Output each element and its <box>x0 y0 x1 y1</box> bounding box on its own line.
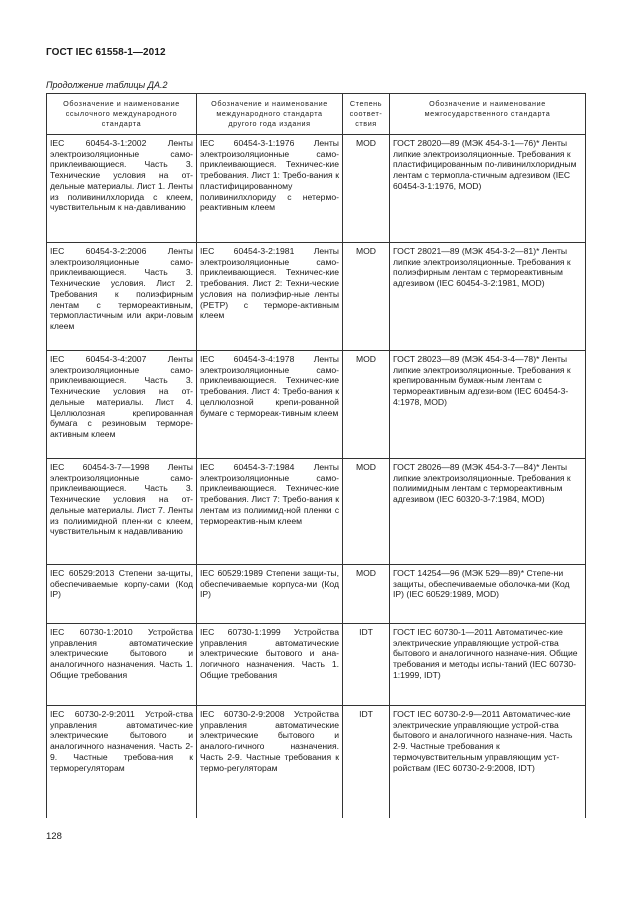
table-header-row <box>47 94 586 135</box>
cell-interstate-standard: ГОСТ 14254—96 (МЭК 529—89)* Степе-ни защиты, обеспечиваемые оболочка-ми (Код IP) (IEC 60529:1989, MOD) <box>390 565 586 624</box>
cell-other-year-standard: IEC 60529:1989 Степени защи-ты, обеспечиваемые корпуса-ми (Код IP) <box>197 565 343 624</box>
table-row <box>47 243 586 351</box>
cell-compliance-degree: IDT <box>343 624 390 706</box>
table-row <box>47 351 586 459</box>
table-row <box>47 565 586 624</box>
cell-other-year-standard: IEC 60730-2-9:2008 Устройства управления автоматические электрические бытового и аналого-гичного назначения. Часть 2-9. Частные требования к термо-регуляторам <box>197 706 343 818</box>
document-header: ГОСТ IEC 61558-1—2012 <box>46 47 166 58</box>
cell-compliance-degree: MOD <box>343 459 390 565</box>
table-row <box>47 706 586 818</box>
page-number: 128 <box>46 831 62 842</box>
table-row <box>47 624 586 706</box>
cell-international-standard: IEC 60730-2-9:2011 Устрой-ства управления автоматичес-кие электрические бытового и аналогичного назначения. Часть 2-9. Частные требова-ния к терморегуляторам <box>47 706 197 818</box>
cell-compliance-degree: IDT <box>343 706 390 818</box>
cell-other-year-standard: IEC 60454-3-7:1984 Ленты электроизоляционные само-приклеивающиеся. Техничес-кие требования. Лист 7: Требо-вания к лентам из полиимид-ной пленки с термореактив-ным клеем <box>197 459 343 565</box>
column-header-other-year-standard: Обозначение и наименование международного стандарта другого года издания <box>197 94 343 135</box>
cell-interstate-standard: ГОСТ 28021—89 (МЭК 454-3-2—81)* Ленты липкие электроизоляционные. Требования к полиэфирным лентам с термореактивным адгезивом (IEC 60454-3-2:1981, MOD) <box>390 243 586 351</box>
table-caption: Продолжение таблицы ДА.2 <box>46 80 168 90</box>
cell-interstate-standard: ГОСТ 28020—89 (МЭК 454-3-1—76)* Ленты липкие электроизоляционные. Требования к пластифицированным по-ливинилхлоридным лентам с термопла-стичным адгезивом (IEC 60454-3-1:1976, MOD) <box>390 135 586 243</box>
table-row <box>47 135 586 243</box>
column-header-compliance-degree: Степень соответ-ствия <box>343 94 390 135</box>
cell-compliance-degree: MOD <box>343 135 390 243</box>
cell-compliance-degree: MOD <box>343 243 390 351</box>
table-row <box>47 459 586 565</box>
cell-other-year-standard: IEC 60454-3-1:1976 Ленты электроизоляционные само-приклеивающиеся. Техничес-кие требования. Лист 1: Требо-вания к пластифицированному поливинилхлориду с нетермо-реактивным клеем <box>197 135 343 243</box>
cell-international-standard: IEC 60454-3-2:2006 Ленты электроизоляционные само-приклеивающиеся. Часть 3. Технические условия. Лист 2. Требования к полиэфирным лентам с термореактивным, термопластичным или акри-ловым клеем <box>47 243 197 351</box>
reference-standards-table <box>46 93 586 818</box>
cell-other-year-standard: IEC 60454-3-2:1981 Ленты электроизоляционные само-приклеивающиеся. Техничес-кие требования. Лист 2: Техни-ческие условия на полиэфир-ные ленты (PETP) с терморе-активным клеем <box>197 243 343 351</box>
cell-international-standard: IEC 60454-3-7—1998 Ленты электроизоляционные само-приклеивающиеся. Часть 3. Технические условия на от-дельные материалы. Лист 7. Ленты из полиимидной плен-ки с клеем, чувствительным к надавливанию <box>47 459 197 565</box>
cell-international-standard: IEC 60454-3-1:2002 Ленты электроизоляционные само-приклеивающиеся. Часть 3. Технические условия на от-дельные материалы. Лист 1. Ленты из поливинилхлорида с клеем, чувствительным к на-давливанию <box>47 135 197 243</box>
reference-table-container <box>46 93 585 818</box>
cell-compliance-degree: MOD <box>343 351 390 459</box>
cell-other-year-standard: IEC 60454-3-4:1978 Ленты электроизоляционные само-приклеивающиеся. Техничес-кие требования. Лист 4: Требо-вания к целлюлозной крепи-рованной бумаге с термореак-тивным клеем <box>197 351 343 459</box>
cell-compliance-degree: MOD <box>343 565 390 624</box>
cell-interstate-standard: ГОСТ 28023—89 (МЭК 454-3-4—78)* Ленты липкие электроизоляционные. Требования к крепированным бумаж-ным лентам с термореактивным адгези-вом (IEC 60454-3-4:1978, MOD) <box>390 351 586 459</box>
column-header-international-standard: Обозначение и наименование ссылочного международного стандарта <box>47 94 197 135</box>
cell-interstate-standard: ГОСТ IEC 60730-2-9—2011 Автоматичес-кие электрические управляющие устрой-ства бытового и аналогичного назначе-ния. Часть 2-9. Частные требования к термочувствительным управляющим уст-ройствам (IEC 60730-2-9:2008, IDT) <box>390 706 586 818</box>
cell-interstate-standard: ГОСТ 28026—89 (МЭК 454-3-7—84)* Ленты липкие электроизоляционные. Требования к полиимидным лентам с термореактивным адгезивом (IEC 60320-3-7:1984, MOD) <box>390 459 586 565</box>
column-header-interstate-standard: Обозначение и наименование межгосударственного стандарта <box>390 94 586 135</box>
cell-international-standard: IEC 60454-3-4:2007 Ленты электроизоляционные само-приклеивающиеся. Часть 3. Технические условия на от-дельные материалы. Лист 4. Целлюлозная крепированная бумага с резиновым терморе-активным клеем <box>47 351 197 459</box>
cell-international-standard: IEC 60529:2013 Степени за-щиты, обеспечиваемые корпу-сами (Код IP) <box>47 565 197 624</box>
cell-other-year-standard: IEC 60730-1:1999 Устройства управления автоматические электрические бытового и ана-логичного назначения. Часть 1. Общие требования <box>197 624 343 706</box>
cell-interstate-standard: ГОСТ IEC 60730-1—2011 Автоматичес-кие электрические управляющие устрой-ства бытового и аналогичного назначе-ния. Общие требования и методы испы-таний (IEC 60730-1:1999, IDT) <box>390 624 586 706</box>
cell-international-standard: IEC 60730-1:2010 Устройства управления автоматические электрические бытового и аналогичного назначения. Часть 1. Общие требования <box>47 624 197 706</box>
